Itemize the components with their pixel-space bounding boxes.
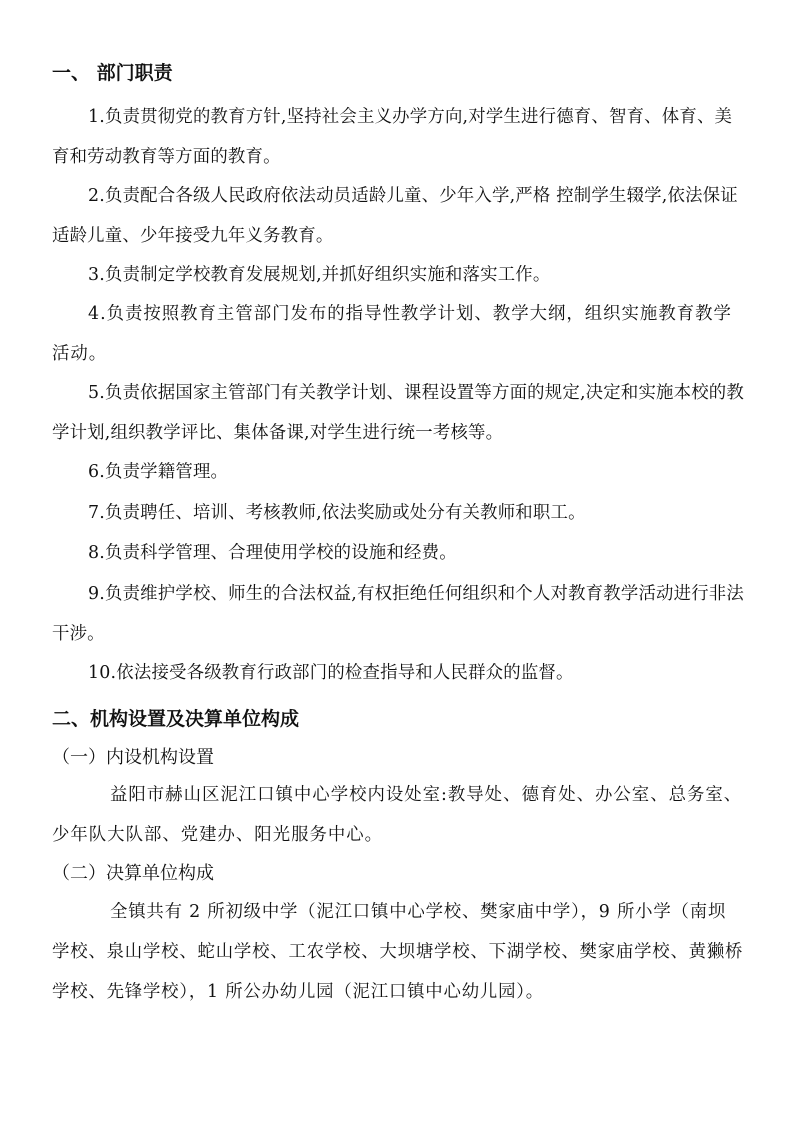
subsection-1-text: 益阳市赫山区泥江口镇中心学校内设处室:教导处、德育处、办公室、总务室、少年队大队部、党建办、阳光服务中心。 bbox=[52, 785, 743, 845]
duty-item-7: 7.负责聘任、培训、考核教师,依法奖励或处分有关教师和职工。 bbox=[88, 503, 586, 523]
duty-item-9: 9.负责维护学校、师生的合法权益,有权拒绝任何组织和个人对教育教学活动进行非法干涉。 bbox=[52, 584, 744, 644]
section-2-title: 二、机构设置及决算单位构成 bbox=[52, 708, 300, 730]
duty-item-10: 10.依法接受各级教育行政部门的检查指导和人民群众的监督。 bbox=[88, 663, 574, 683]
duty-item-8: 8.负责科学管理、合理使用学校的设施和经费。 bbox=[88, 543, 457, 563]
duty-item-4: 4.负责按照教育主管部门发布的指导性教学计划、教学大纲，组织实施教育教学活动。 bbox=[52, 304, 732, 364]
section-1-title: 一、 部门职责 bbox=[52, 62, 173, 84]
duty-item-1: 1.负责贯彻党的教育方针,坚持社会主义办学方向,对学生进行德育、智育、体育、美育和劳动教育等方面的教育。 bbox=[52, 107, 733, 167]
duty-item-5: 5.负责依据国家主管部门有关教学计划、课程设置等方面的规定,决定和实施本校的教学计划,组织教学评比、集体备课,对学生进行统一考核等。 bbox=[52, 383, 744, 443]
subsection-2-title: （二）决算单位构成 bbox=[52, 863, 214, 884]
subsection-2-text: 全镇共有 2 所初级中学（泥江口镇中心学校、樊家庙中学），9 所小学（南坝学校、泉山学校、蛇山学校、工农学校、大坝塘学校、下湖学校、樊家庙学校、黄獭桥学校、先锋学校），1 所公办幼儿园（泥江口镇中心幼儿园）。 bbox=[52, 902, 744, 1002]
duty-item-3: 3.负责制定学校教育发展规划,并抓好组织实施和落实工作。 bbox=[88, 265, 551, 285]
subsection-1-title: （一）内设机构设置 bbox=[52, 747, 214, 768]
duty-item-6: 6.负责学籍管理。 bbox=[88, 462, 229, 482]
duty-item-2: 2.负责配合各级人民政府依法动员适龄儿童、少年入学,严格 控制学生辍学,依法保证适龄儿童、少年接受九年义务教育。 bbox=[52, 186, 738, 246]
